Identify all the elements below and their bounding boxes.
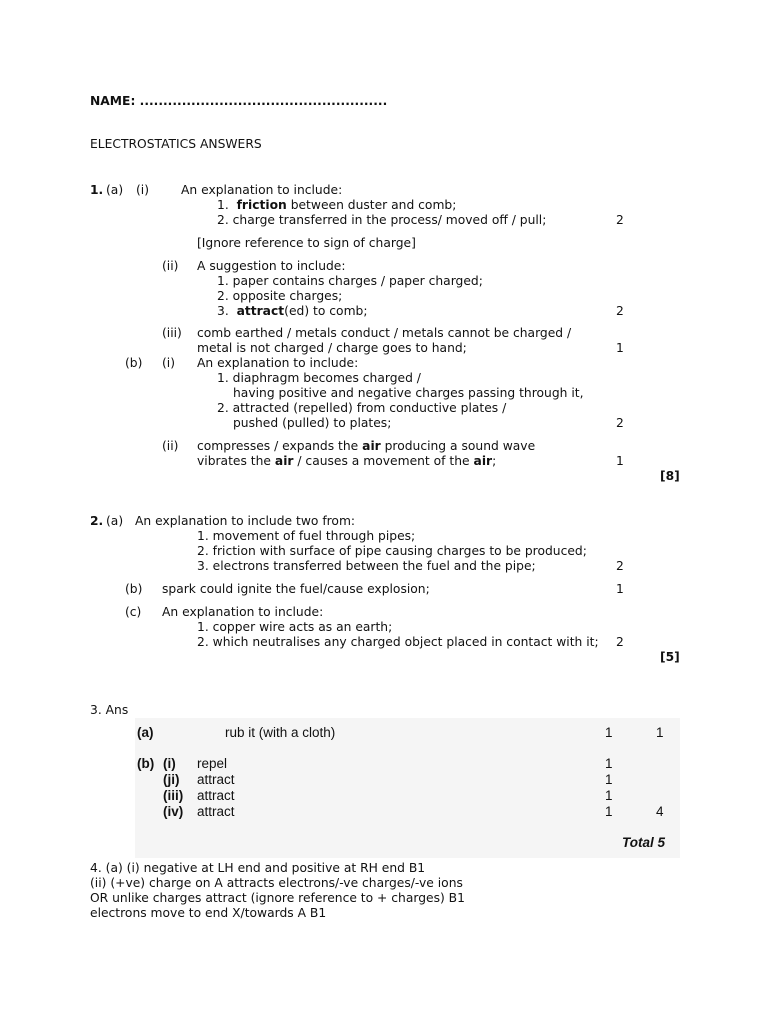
- q1-a-iii-line-2: metal is not charged / charge goes to hand;: [197, 341, 467, 355]
- q1-b-ii-label: (ii): [162, 439, 179, 453]
- name-dots: .....................................................: [139, 94, 388, 108]
- q2-a-intro: An explanation to include two from:: [135, 514, 356, 528]
- keyword: friction: [236, 198, 287, 212]
- q1-b-i-intro: An explanation to include:: [197, 356, 359, 370]
- q3-b-row-mark: 1: [605, 772, 613, 787]
- q2-a-point-1: 1. movement of fuel through pipes;: [197, 529, 416, 543]
- q1-a-ii-point-3: [217, 304, 368, 319]
- text: vibrates the: [197, 454, 275, 468]
- q1-b-ii-line-1: [197, 439, 535, 454]
- q1-a-iii-label: (iii): [162, 326, 182, 340]
- q3-b-row-text: attract: [197, 804, 235, 819]
- q1-b-i-point-2a: 2. attracted (repelled) from conductive plates /: [217, 401, 507, 415]
- keyword: air: [473, 454, 493, 468]
- q1-b-i-point-1b: having positive and negative charges passing through it,: [233, 386, 584, 400]
- q1-a-i-point-1: [217, 198, 456, 213]
- q1-ignore-note: [Ignore reference to sign of charge]: [197, 236, 416, 250]
- q1-a-i-intro: An explanation to include:: [181, 183, 343, 197]
- q2-b-text: spark could ignite the fuel/cause explosion;: [162, 582, 430, 596]
- text: ;: [492, 454, 497, 468]
- q1-a-i-point-2: 2. charge transferred in the process/ moved off / pull;: [217, 213, 547, 227]
- q1-a-ii-mark: 2: [616, 304, 624, 318]
- point-number: 3.: [217, 304, 229, 318]
- q1-a-ii-label: (ii): [162, 259, 179, 273]
- q1-part-b: (b): [125, 356, 143, 370]
- q3-b-row-text: repel: [197, 756, 228, 771]
- q2-total: [5]: [660, 650, 680, 664]
- q3-b-total: 4: [656, 804, 664, 819]
- q2-c-intro: An explanation to include:: [162, 605, 324, 619]
- q3-label: 3. Ans: [90, 703, 129, 717]
- q2-c-mark: 2: [616, 635, 624, 649]
- q3-b-row-mark: 1: [605, 788, 613, 803]
- q3-part-a: (a): [137, 725, 154, 740]
- q2-a-point-2: 2. friction with surface of pipe causing charges to be produced;: [197, 544, 587, 558]
- text: producing a sound wave: [380, 439, 536, 453]
- q2-c-point-1: 1. copper wire acts as an earth;: [197, 620, 393, 634]
- q3-scanned-answer-table: [135, 718, 680, 858]
- point-text: (ed) to comb;: [284, 304, 368, 318]
- q1-a-ii-intro: A suggestion to include:: [197, 259, 346, 273]
- q3-a-mark: 1: [605, 725, 613, 740]
- q2-b-mark: 1: [616, 582, 624, 596]
- q2-part-a: (a): [106, 514, 124, 528]
- q3-a-text: rub it (with a cloth): [225, 725, 336, 740]
- keyword: attract: [236, 304, 285, 318]
- keyword: air: [274, 454, 294, 468]
- q3-b-row-mark: 1: [605, 756, 613, 771]
- q3-b-row-label: (ji): [163, 772, 180, 787]
- q1-a-iii-mark: 1: [616, 341, 624, 355]
- q1-a-ii-point-2: 2. opposite charges;: [217, 289, 343, 303]
- q4-line-3: OR unlike charges attract (ignore reference to + charges) B1: [90, 891, 465, 905]
- q4-line-1: 4. (a) (i) negative at LH end and positive at RH end B1: [90, 861, 426, 875]
- q1-b-ii-mark: 1: [616, 454, 624, 468]
- q4-line-2: (ii) (+ve) charge on A attracts electrons/-ve charges/-ve ions: [90, 876, 463, 890]
- keyword: air: [362, 439, 381, 453]
- q1-a-i-mark: 2: [616, 213, 624, 227]
- text: / causes a movement of the: [293, 454, 474, 468]
- q2-part-b: (b): [125, 582, 143, 596]
- q3-b-row-text: attract: [197, 772, 235, 787]
- name-label: [90, 94, 387, 109]
- q1-total: [8]: [660, 469, 680, 483]
- q1-b-i-point-1a: 1. diaphragm becomes charged /: [217, 371, 421, 385]
- q2-a-mark: 2: [616, 559, 624, 573]
- q2-number: 2.: [90, 514, 104, 528]
- point-text: between duster and comb;: [286, 198, 457, 212]
- name-label-text: NAME:: [90, 94, 136, 108]
- text: compresses / expands the: [197, 439, 363, 453]
- page-title: ELECTROSTATICS ANSWERS: [90, 137, 262, 151]
- q1-b-i-label: (i): [162, 356, 176, 370]
- q3-b-row-label: (i): [163, 756, 176, 771]
- q1-a-iii-line-1: comb earthed / metals conduct / metals cannot be charged /: [197, 326, 572, 340]
- q2-a-point-3: 3. electrons transferred between the fuel and the pipe;: [197, 559, 536, 573]
- q3-total: Total 5: [622, 835, 666, 850]
- q4-line-4: electrons move to end X/towards A B1: [90, 906, 327, 920]
- q1-b-ii-line-2: [197, 454, 496, 469]
- q1-a-i-label: (i): [136, 183, 150, 197]
- point-number: 1.: [217, 198, 229, 212]
- q3-a-total: 1: [656, 725, 664, 740]
- q1-a-ii-point-1: 1. paper contains charges / paper charged;: [217, 274, 483, 288]
- q3-b-row-mark: 1: [605, 804, 613, 819]
- q3-b-row-text: attract: [197, 788, 235, 803]
- q2-part-c: (c): [125, 605, 142, 619]
- q1-number: 1.: [90, 183, 104, 197]
- q3-part-b: (b): [137, 756, 155, 771]
- q1-part-a: (a): [106, 183, 124, 197]
- q1-b-i-mark: 2: [616, 416, 624, 430]
- q3-b-row-label: (iv): [163, 804, 184, 819]
- q3-b-row-label: (iii): [163, 788, 184, 803]
- q2-c-point-2: 2. which neutralises any charged object placed in contact with it;: [197, 635, 599, 649]
- q1-b-i-point-2b: pushed (pulled) to plates;: [233, 416, 392, 430]
